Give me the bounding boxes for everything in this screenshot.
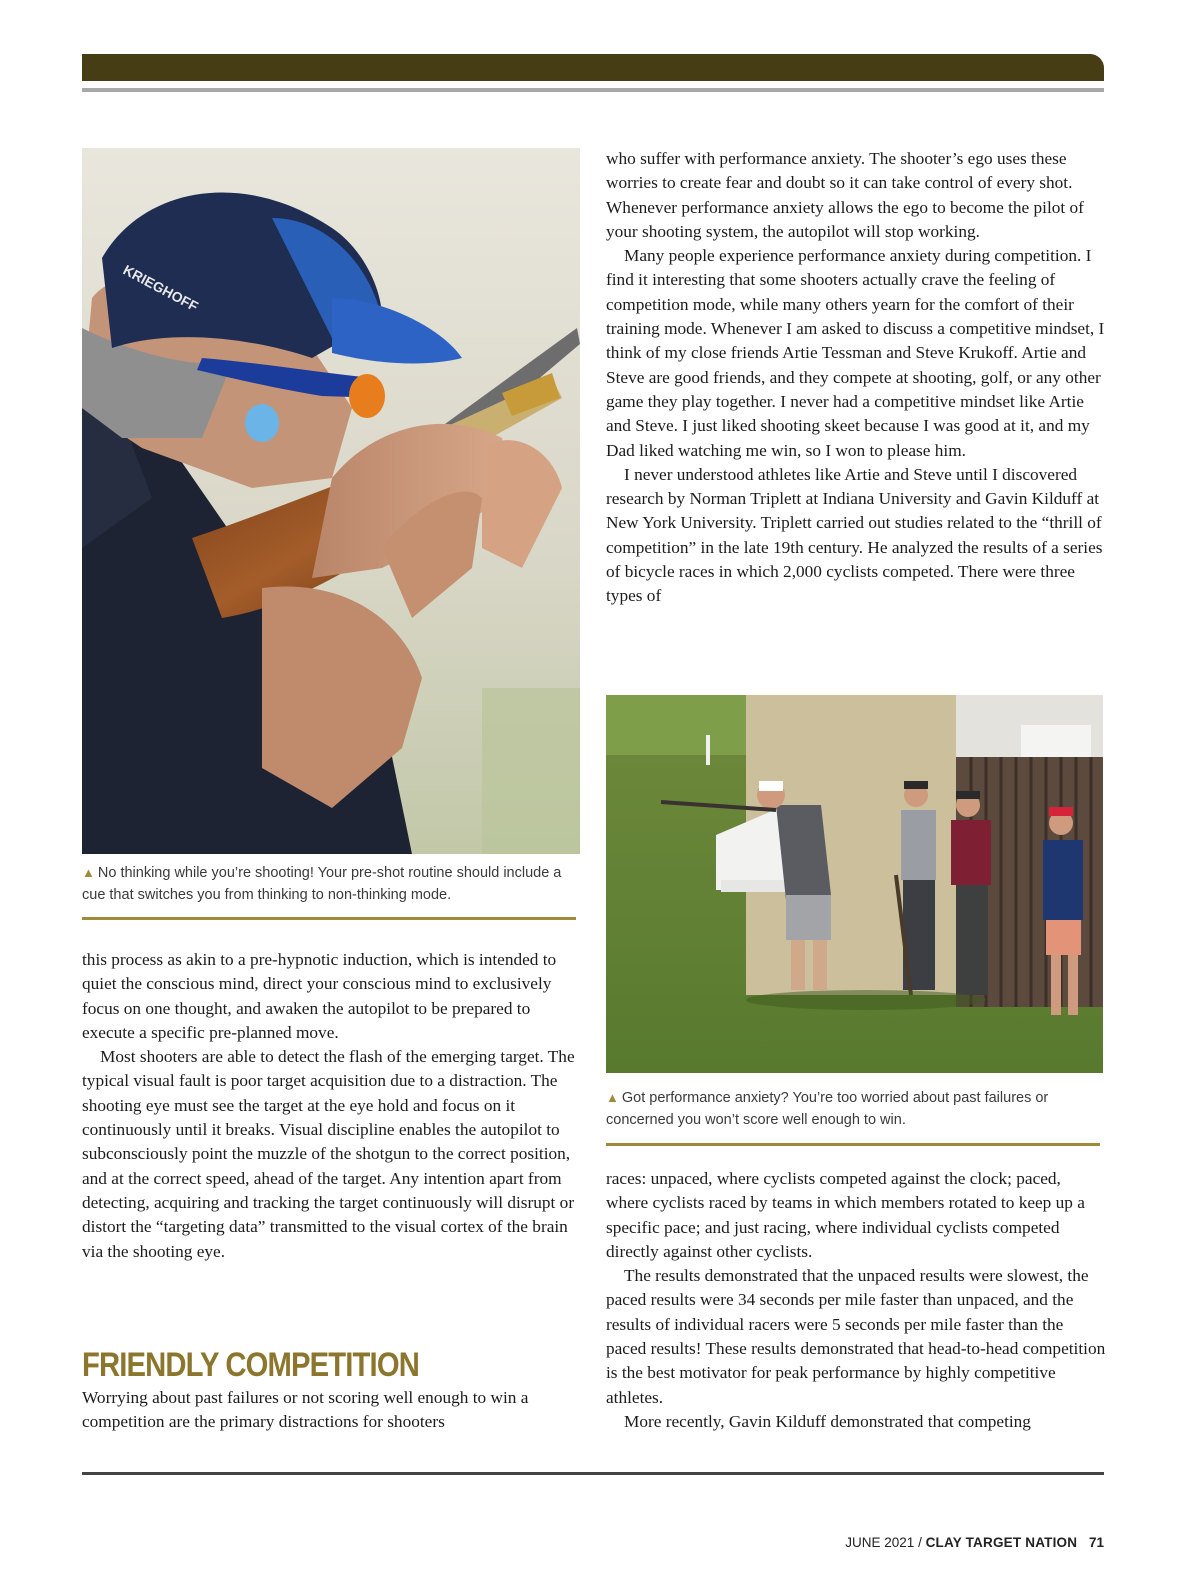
caption-marker-icon: ▲: [606, 1090, 619, 1105]
header-bar: [82, 54, 1104, 81]
caption-rule: [606, 1143, 1100, 1146]
paragraph: The results demonstrated that the unpaced results were slowest, the paced results were 34 seconds per mile faster than unpaced, and the results of individual racers were 5 seconds per mile faster than the paced results! These results demonstrated that head-to-head competition is the best motivator for peak performance by highly competitive athletes.: [606, 1266, 1106, 1407]
footer-rule: [82, 1472, 1104, 1475]
article-column-left-bottom: [82, 948, 577, 1264]
footer-date: JUNE 2021: [845, 1535, 915, 1550]
paragraph: who suffer with performance anxiety. The shooter’s ego uses these worries to create fear and doubt so it can take control of every shot. Whenever performance anxiety allows the ego to become the pilot of your shooting system, the autopilot will stop working.: [606, 149, 1084, 241]
svg-text:KRIEGHOFF: KRIEGHOFF: [120, 261, 201, 315]
photo-caption-competition: [606, 1087, 1103, 1131]
footer-magazine-name: CLAY TARGET NATION: [925, 1535, 1078, 1550]
photo-caption-shooter: [82, 862, 580, 906]
page-footer: [845, 1535, 1104, 1550]
caption-text: No thinking while you’re shooting! Your pre-shot routine should include a cue that switches you from thinking to non-thinking mode.: [82, 865, 562, 903]
caption-text: Got performance anxiety? You’re too worried about past failures or concerned you won’t score well enough to win.: [606, 1090, 1049, 1128]
shooters-waiting-photo: [606, 695, 1103, 1073]
paragraph: More recently, Gavin Kilduff demonstrated that competing: [624, 1411, 1031, 1431]
paragraph: Worrying about past failures or not scoring well enough to win a competition are the primary distractions for shooters: [82, 1388, 529, 1432]
paragraph: Most shooters are able to detect the flash of the emerging target. The typical visual fault is poor target acquisition due to a distraction. The shooting eye must see the target at the eye hold and focus on it continuously until it breaks. Visual discipline enables the autopilot to subconsciously point the muzzle of the shotgun to the correct position, and at the correct speed, ahead of the target. Any intention apart from detecting, acquiring and tracking the target continuously will disrupt or distort the “targeting data” transmitted to the visual cortex of the brain via the shooting eye.: [82, 1047, 575, 1261]
paragraph: races: unpaced, where cyclists competed against the clock; paced, where cyclists raced by teams in which members rotated to keep up a specific pace; and just racing, where individual cyclists competed directly against other cyclists.: [606, 1169, 1085, 1261]
paragraph: I never understood athletes like Artie and Steve until I discovered research by Norman Triplett at Indiana University and Gavin Kilduff at New York University. Triplett carried out studies related to the “thrill of competition” in the late 19th century. He analyzed the results of a series of bicycle races in which 2,000 cyclists competed. There were three types of: [606, 464, 1103, 606]
header-rule: [82, 88, 1104, 92]
article-column-right-top: [606, 147, 1106, 609]
footer-separator: /: [918, 1535, 922, 1550]
paragraph: Many people experience performance anxiety during competition. I find it interesting that some shooters actually crave the feeling of competition mode, while many others yearn for the comfort of their training mode. Whenever I am asked to discuss a competitive mindset, I think of my close friends Artie Tessman and Steve Krukoff. Artie and Steve are good friends, and they compete at shooting, golf, or any other game they play together. I never had a competitive mindset like Artie and Steve. I just liked shooting skeet because I was good at it, and my Dad liked watching me win, so I won to please him.: [606, 246, 1105, 460]
paragraph: this process as akin to a pre-hypnotic induction, which is intended to quiet the conscious mind, direct your conscious mind to exclusively focus on one thought, and awaken the autopilot to be prepared to execute a specific pre-planned move.: [82, 950, 557, 1042]
page-number: 71: [1088, 1535, 1104, 1550]
article-column-right-bottom: [606, 1167, 1106, 1434]
caption-rule: [82, 917, 576, 920]
caption-marker-icon: ▲: [82, 865, 95, 880]
article-column-left-section: [82, 1386, 577, 1435]
section-heading: FRIENDLY COMPETITION: [82, 1346, 419, 1384]
shooter-aiming-photo: [82, 148, 580, 854]
